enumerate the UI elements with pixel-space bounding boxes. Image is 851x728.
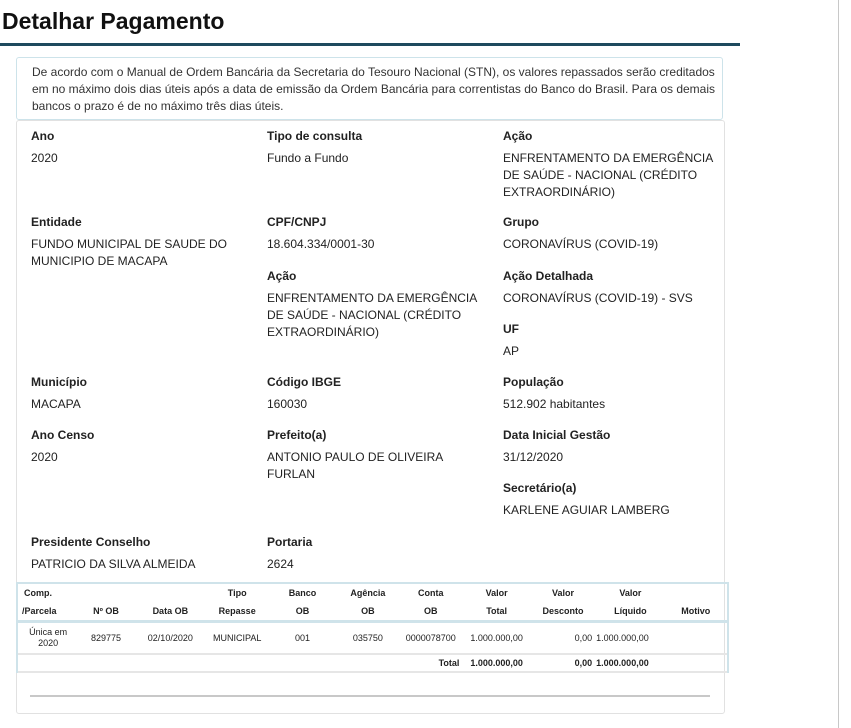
cell-valor-liquido: 1.000.000,00	[596, 622, 664, 655]
total-label: Total	[18, 654, 463, 672]
bottom-divider	[30, 695, 710, 697]
field-label: Presidente Conselho	[31, 535, 151, 549]
field-label: Entidade	[31, 215, 82, 229]
field-value: 2624	[267, 557, 294, 571]
field-entidade	[31, 213, 251, 270]
th-desconto: Desconto	[530, 602, 596, 622]
th-motivo: Motivo	[665, 602, 727, 622]
th-liquido: Líquido	[596, 602, 664, 622]
field-value: AP	[503, 344, 520, 358]
th-banco-ob: OB	[267, 602, 337, 622]
field-uf	[503, 320, 723, 360]
field-value: FUNDO MUNICIPAL DE SAUDE DO MUNICIPIO DE MACAPA	[31, 237, 228, 268]
field-portaria	[267, 533, 487, 573]
field-label: Tipo de consulta	[267, 129, 363, 143]
field-municipio	[31, 373, 251, 413]
field-label: Ação	[267, 269, 297, 283]
th-repasse: Repasse	[207, 602, 267, 622]
field-label: Prefeito(a)	[267, 428, 327, 442]
table-row	[18, 622, 727, 655]
cell-motivo	[665, 622, 727, 655]
payments-table	[18, 584, 727, 673]
field-label: Grupo	[503, 215, 539, 229]
field-label: Ano	[31, 129, 55, 143]
field-data-inicial-gestao	[503, 426, 723, 466]
th-numero-ob: Nº OB	[78, 602, 133, 622]
field-label: Ação Detalhada	[503, 269, 594, 283]
field-acao	[503, 127, 723, 201]
field-label: Secretário(a)	[503, 481, 577, 495]
th-tipo: Tipo	[227, 588, 247, 598]
field-value: ENFRENTAMENTO DA EMERGÊNCIA DE SAÚDE - NACIONAL (CRÉDITO EXTRAORDINÁRIO)	[503, 151, 713, 199]
field-value: CORONAVÍRUS (COVID-19) - SVS	[503, 291, 693, 305]
total-empty	[665, 654, 727, 672]
th-parcela: /Parcela	[18, 602, 78, 622]
field-presidente-conselho	[31, 533, 251, 573]
th-valor-desconto: Valor	[551, 588, 574, 598]
th-valor-liquido: Valor	[619, 588, 642, 598]
cell-tipo-repasse: MUNICIPAL	[207, 622, 267, 655]
table-header-row	[18, 602, 727, 622]
field-value: KARLENE AGUIAR LAMBERG	[503, 503, 670, 517]
info-notice: De acordo com o Manual de Ordem Bancária da Secretaria do Tesouro Nacional (STN), os valores repassados serão creditados em no máximo dois dias úteis após a data de emissão da Ordem Bancária para correntistas do Banco do Brasil. Para os demais bancos o prazo é de no máximo três dias úteis.	[16, 57, 723, 120]
field-value: 18.604.334/0001-30	[267, 237, 375, 251]
cell-agencia-ob: 035750	[338, 622, 398, 655]
field-label: População	[503, 375, 564, 389]
cell-valor-desconto: 0,00	[530, 622, 596, 655]
th-conta: Conta	[418, 588, 444, 598]
field-value: 512.902 habitantes	[503, 397, 606, 411]
field-label: Ano Censo	[31, 428, 95, 442]
th-agencia: Agência	[350, 588, 386, 598]
field-value: 160030	[267, 397, 308, 411]
field-label: Portaria	[267, 535, 313, 549]
th-valor-total: Valor	[485, 588, 508, 598]
page-title: Detalhar Pagamento	[2, 8, 225, 34]
field-grupo	[503, 213, 723, 253]
cell-numero-ob: 829775	[78, 622, 133, 655]
page-border-line	[838, 0, 839, 728]
field-cpf-cnpj	[267, 213, 487, 253]
field-secretario	[503, 479, 723, 519]
cell-parcela: Única em 2020	[18, 622, 78, 655]
field-value: ANTONIO PAULO DE OLIVEIRA FURLAN	[267, 450, 443, 481]
field-populacao	[503, 373, 723, 413]
cell-conta-ob: 0000078700	[398, 622, 463, 655]
total-valor-total: 1.000.000,00	[463, 654, 529, 672]
th-banco: Banco	[288, 588, 317, 598]
table-header-row	[18, 584, 727, 602]
field-codigo-ibge	[267, 373, 487, 413]
field-value: MACAPA	[31, 397, 81, 411]
field-value: CORONAVÍRUS (COVID-19)	[503, 237, 659, 251]
total-valor-desconto: 0,00	[530, 654, 596, 672]
cell-valor-total: 1.000.000,00	[463, 622, 529, 655]
field-label: Município	[31, 375, 87, 389]
th-agencia-ob: OB	[338, 602, 398, 622]
field-label: Ação	[503, 129, 533, 143]
field-label: Data Inicial Gestão	[503, 428, 611, 442]
field-ano-censo	[31, 426, 251, 466]
field-ano	[31, 127, 251, 167]
title-underline	[0, 43, 740, 46]
field-value: PATRICIO DA SILVA ALMEIDA	[31, 557, 196, 571]
field-label: UF	[503, 322, 519, 336]
table-total-row	[18, 654, 727, 672]
field-tipo-consulta	[267, 127, 487, 167]
field-prefeito	[267, 426, 487, 483]
th-empty	[665, 584, 727, 602]
th-data-ob: Data OB	[134, 602, 207, 622]
field-acao-secundaria	[267, 267, 487, 341]
field-value: 31/12/2020	[503, 450, 564, 464]
cell-banco-ob: 001	[267, 622, 337, 655]
field-value: 2020	[31, 450, 58, 464]
th-comp: Comp.	[24, 588, 52, 598]
field-value: Fundo a Fundo	[267, 151, 349, 165]
th-conta-ob: OB	[398, 602, 463, 622]
th-total: Total	[463, 602, 529, 622]
payments-table-wrapper	[16, 582, 729, 673]
field-value: 2020	[31, 151, 58, 165]
th-empty	[78, 584, 133, 602]
field-label: CPF/CNPJ	[267, 215, 327, 229]
field-value: ENFRENTAMENTO DA EMERGÊNCIA DE SAÚDE - NACIONAL (CRÉDITO EXTRAORDINÁRIO)	[267, 291, 477, 339]
total-valor-liquido: 1.000.000,00	[596, 654, 664, 672]
th-empty	[134, 584, 207, 602]
field-acao-detalhada	[503, 267, 723, 307]
field-label: Código IBGE	[267, 375, 341, 389]
cell-data-ob: 02/10/2020	[134, 622, 207, 655]
